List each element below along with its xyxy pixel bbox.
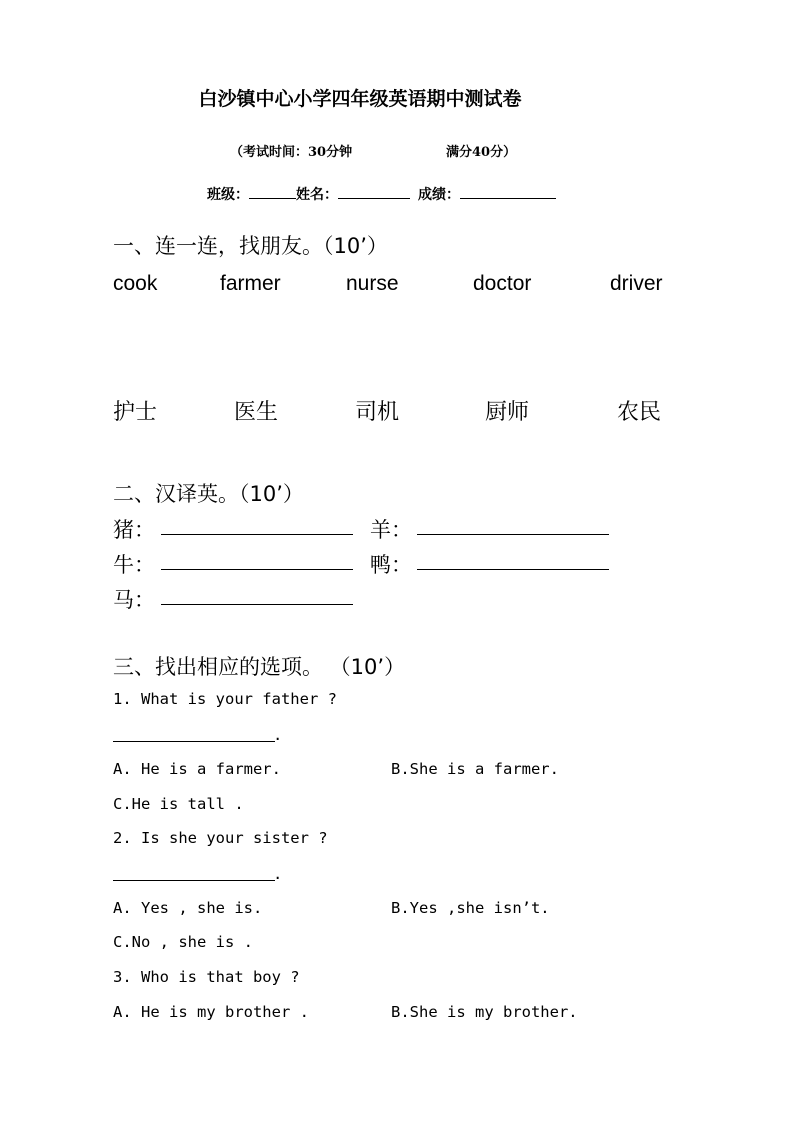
translate-blank-pig[interactable] <box>161 534 353 535</box>
answer-blank-1[interactable] <box>113 741 275 742</box>
translate-blank-horse[interactable] <box>161 604 353 605</box>
chinese-word: 农民 <box>617 400 662 425</box>
name-blank[interactable] <box>338 182 410 199</box>
answer-blank-2[interactable] <box>113 880 275 881</box>
section1-heading: 一、连一连，找朋友。（10’） <box>113 234 388 258</box>
answer-blank-end-1: . <box>273 726 283 744</box>
translate-blank-sheep[interactable] <box>417 534 609 535</box>
option-b-1: B.She is a farmer. <box>391 760 559 778</box>
translate-label-cow: 牛： <box>113 553 155 577</box>
section3-heading: 三、找出相应的选项。 （10’） <box>113 655 406 679</box>
question-1: 1. What is your father ? <box>113 690 337 708</box>
exam-time: （考试时间：30分钟 <box>230 145 353 160</box>
question-2: 2. Is she your sister ? <box>113 829 328 847</box>
english-word: farmer <box>220 272 281 295</box>
class-label: 班级： <box>207 187 249 203</box>
score-blank[interactable] <box>460 182 556 199</box>
option-a-1: A. He is a farmer. <box>113 760 281 778</box>
option-b-2: B.Yes ,she isn’t. <box>391 899 550 917</box>
page-title: 白沙镇中心小学四年级英语期中测试卷 <box>198 88 522 110</box>
option-c-1: C.He is tall . <box>113 795 244 813</box>
chinese-word: 护士 <box>113 400 158 425</box>
option-a-3: A. He is my brother . <box>113 1003 309 1021</box>
info-line <box>207 182 556 204</box>
class-blank[interactable] <box>249 182 296 199</box>
question-3: 3. Who is that boy ? <box>113 968 300 986</box>
chinese-word: 司机 <box>355 400 400 425</box>
translate-label-horse: 马： <box>113 588 155 612</box>
section2-heading: 二、汉译英。（10’） <box>113 482 304 506</box>
full-score: 满分40分） <box>446 145 517 160</box>
option-b-3: B.She is my brother. <box>391 1003 578 1021</box>
option-c-2: C.No , she is . <box>113 933 253 951</box>
translate-label-sheep: 羊： <box>370 518 412 542</box>
translate-label-duck: 鸭： <box>370 553 412 577</box>
chinese-word: 医生 <box>234 400 279 425</box>
translate-label-pig: 猪： <box>113 518 155 542</box>
english-word: driver <box>610 272 663 295</box>
translate-blank-duck[interactable] <box>417 569 609 570</box>
chinese-word: 厨师 <box>485 400 530 425</box>
translate-blank-cow[interactable] <box>161 569 353 570</box>
name-label: 姓名： <box>296 187 338 203</box>
english-word: nurse <box>346 272 399 295</box>
english-word: cook <box>113 272 158 295</box>
english-word: doctor <box>473 272 532 295</box>
score-label: 成绩： <box>418 187 460 203</box>
option-a-2: A. Yes , she is. <box>113 899 263 917</box>
answer-blank-end-2: . <box>273 865 283 883</box>
